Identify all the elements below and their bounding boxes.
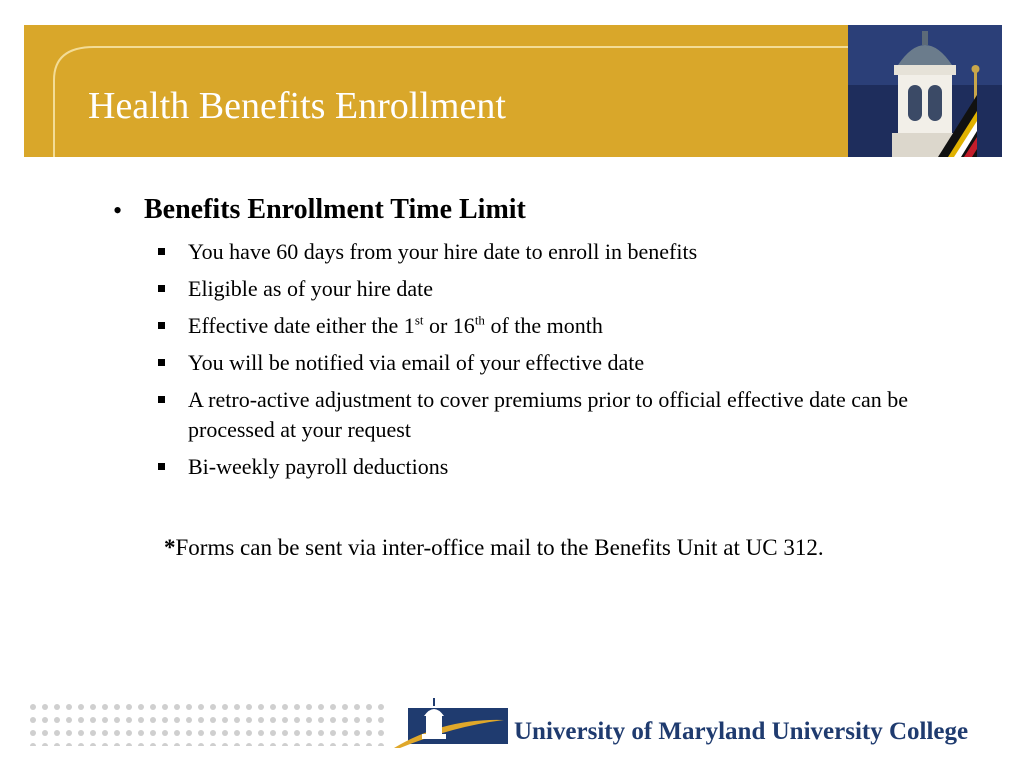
umuc-logo-icon [394,698,508,750]
list-item-text: A retro-active adjustment to cover premiums prior to official effective date can be processed at your request [188,387,909,442]
slide-title: Health Benefits Enrollment [88,85,506,127]
list-item-text: You have 60 days from your hire date to enroll in benefits [188,239,698,264]
list-item-text-mid: or 16 [423,313,475,338]
square-bullet-icon [158,359,165,366]
list-item-text-post: of the month [484,313,603,338]
list-item [158,385,918,445]
footer-dot-pattern [28,702,388,746]
list-item [158,452,918,482]
square-bullet-icon [158,285,165,292]
square-bullet-icon [158,463,165,470]
list-item-text: You will be notified via email of your effective date [188,350,645,375]
list-item [158,311,918,341]
benefit-list [158,237,918,489]
square-bullet-icon [158,322,165,329]
note-text: Forms can be sent via inter-office mail to the Benefits Unit at UC 312. [175,535,824,560]
note-asterisk: * [164,535,176,560]
section-heading: Benefits Enrollment Time Limit [144,194,526,225]
list-item [158,237,918,267]
list-item-text: Bi-weekly payroll deductions [188,454,449,479]
university-name: University of Maryland University College [514,718,969,745]
list-item-text-pre: Effective date either the 1 [188,313,415,338]
ordinal-suffix: st [414,312,424,328]
square-bullet-icon [158,248,165,255]
heading-bullet: • [113,196,123,225]
list-item [158,348,918,378]
forms-note [164,532,958,563]
ordinal-suffix: th [474,312,485,328]
list-item-text: Eligible as of your hire date [188,276,433,301]
list-item [158,274,918,304]
square-bullet-icon [158,396,165,403]
